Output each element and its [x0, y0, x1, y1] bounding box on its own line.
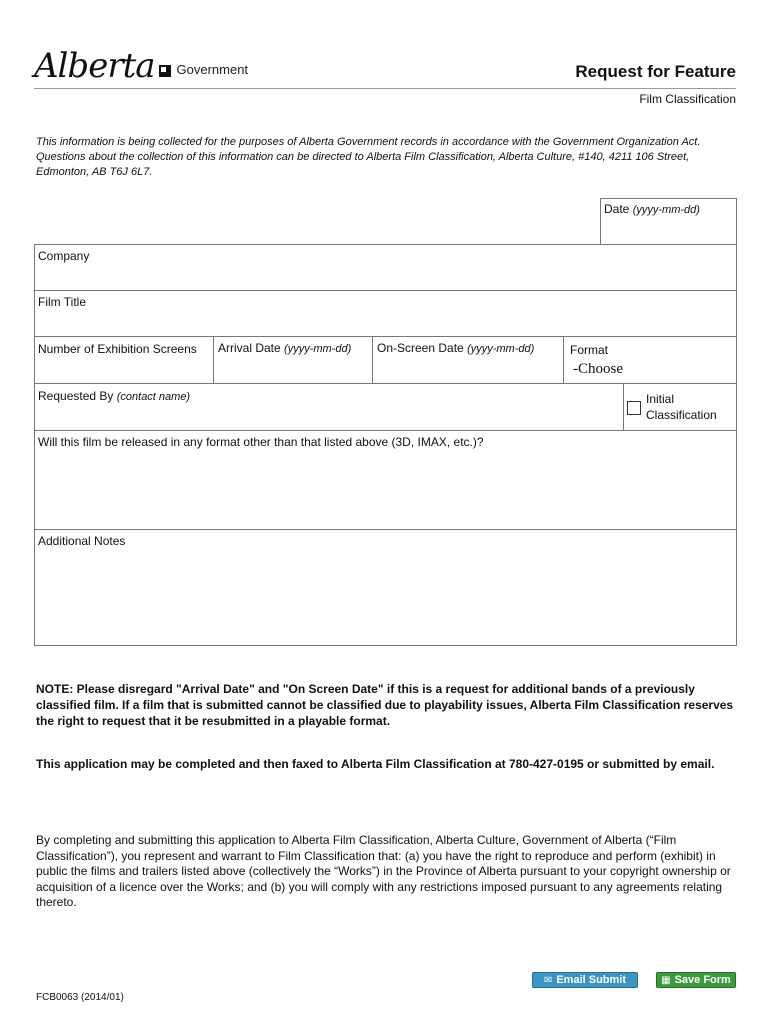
onscreen-hint: (yyyy-mm-dd): [467, 343, 535, 355]
envelope-icon: ✉: [543, 974, 553, 986]
onscreen-label-wrap: [377, 341, 534, 355]
additional-notes-label: Additional Notes: [38, 534, 126, 548]
date-hint: (yyyy-mm-dd): [632, 204, 700, 216]
email-submit-button[interactable]: [532, 972, 638, 988]
initial-classification-checkbox[interactable]: [627, 401, 641, 415]
arrival-date-field[interactable]: [213, 336, 373, 384]
logo-government: Government: [176, 62, 249, 77]
onscreen-label: On-Screen Date: [377, 341, 464, 355]
other-format-field[interactable]: [34, 430, 737, 530]
company-label: Company: [38, 249, 90, 263]
initial-line1: Initial: [646, 392, 675, 406]
format-cell: [563, 336, 737, 384]
requested-hint: (contact name): [116, 391, 191, 403]
initial-line2: Classification: [646, 408, 717, 422]
additional-notes-field[interactable]: [34, 529, 737, 646]
logo-script: Alberta: [34, 46, 155, 86]
arrival-hint: (yyyy-mm-dd): [284, 343, 352, 355]
screens-label: Number of Exhibition Screens: [38, 342, 197, 356]
other-format-label: Will this film be released in any format other than that listed above (3D, IMAX, etc.)?: [38, 435, 484, 449]
requested-by-field[interactable]: [34, 383, 624, 431]
note-text: NOTE: Please disregard "Arrival Date" and "On Screen Date" if this is a request for additional bands of a previously classified film. If a film that is submitted cannot be classified due to playability issues, Alberta Film Classification reserves the right to request that it be resubmitted in a playable format.: [36, 682, 734, 728]
save-icon: ▦: [661, 974, 671, 986]
company-field[interactable]: [34, 244, 737, 291]
alberta-logo: [34, 45, 249, 86]
initial-classification-cell: [623, 383, 737, 431]
requested-label: Requested By: [38, 389, 114, 403]
email-submit-label: Email Submit: [556, 974, 627, 986]
legal-text: By completing and submitting this application to Alberta Film Classification, Alberta Culture, Government of Alberta (“Film Classification”), you represent and warrant to Film Classification that: (a) you have the right to reproduce and perform (exhibit) in public the films and trailers listed above (collectively the “Works”) in the Province of Alberta pursuant to your copyright ownership or acquisition of a licence over the Works; and (b) you will comply with any restrictions imposed pursuant to any agreements relating thereto.: [36, 833, 731, 909]
form-number: FCB0063 (2014/01): [36, 992, 124, 1003]
date-label: Date: [604, 202, 630, 216]
film-title-label: Film Title: [38, 295, 86, 309]
save-form-label: Save Form: [674, 974, 731, 986]
arrival-label-wrap: [218, 341, 351, 355]
page-title: Request for Feature: [575, 62, 736, 81]
fax-text: This application may be completed and then faxed to Alberta Film Classification at 780-427-0195 or submitted by email.: [36, 757, 715, 771]
date-field[interactable]: [600, 198, 737, 245]
header-divider: [34, 88, 736, 89]
date-label-wrap: [604, 202, 700, 216]
format-label: Format: [570, 343, 609, 357]
requested-label-wrap: [38, 389, 190, 403]
onscreen-date-field[interactable]: [372, 336, 564, 384]
intro-text: This information is being collected for the purposes of Alberta Government records in accordance with the Government Organization Act. Questions about the collection of this information can be directed to Alberta Film Classification, Alberta Culture, #140, 4211 106 Street, Edmonton, AB T6J 6L7.: [36, 136, 701, 178]
screens-field[interactable]: [34, 336, 214, 384]
film-title-field[interactable]: [34, 290, 737, 337]
save-form-button[interactable]: [656, 972, 736, 988]
arrival-label: Arrival Date: [218, 341, 281, 355]
logo-mark-icon: [159, 65, 171, 77]
format-select[interactable]: -Choose: [573, 361, 623, 377]
page-subtitle: Film Classification: [639, 92, 736, 106]
